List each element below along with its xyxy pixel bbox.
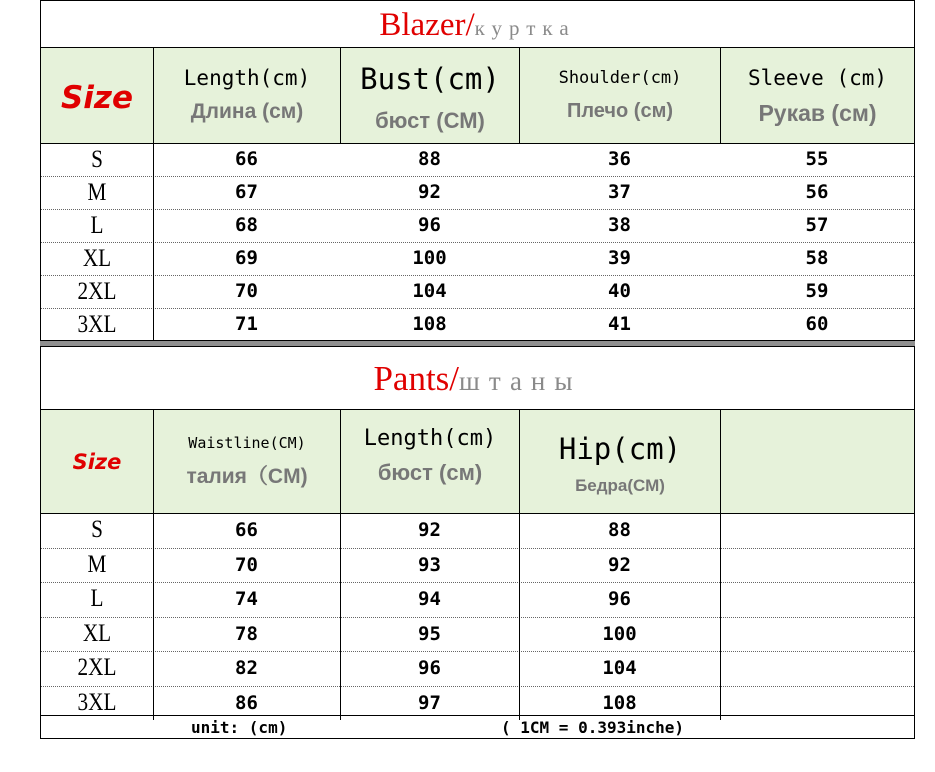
value-cell: 59 [805,280,829,302]
value-cell: 82 [235,657,258,679]
value-cell: 100 [602,622,637,645]
conversion-note: ( 1CM = 0.393inche) [501,718,685,737]
value-cell: 37 [608,181,631,203]
header-ru: талия（CM) [186,465,308,488]
value-cell [720,513,914,548]
header-ru: Длина (см) [190,100,304,123]
value-cell [720,582,914,617]
value-cell: 96 [418,657,441,679]
size-cell: S [91,516,103,543]
column-divider [153,143,154,341]
value-cell: 41 [608,313,631,335]
table-row [41,548,914,584]
size-cell: M [87,179,107,206]
value-cell: 108 [602,691,637,714]
pants-header-length [340,410,519,513]
table-row [41,275,914,309]
value-cell: 66 [235,148,258,170]
value-cell: 96 [418,214,441,236]
table-row [41,242,914,276]
value-cell: 57 [805,214,829,236]
value-cell: 104 [602,657,637,679]
table-row [41,651,914,687]
blazer-header-bust [340,48,519,143]
blazer-title [41,3,914,47]
value-cell: 71 [235,313,258,335]
value-cell: 104 [412,280,447,302]
value-cell: 108 [412,313,447,335]
value-cell: 55 [805,148,829,170]
header-en: Length(cm) [183,66,311,90]
pants-header-hip [519,410,720,513]
size-cell: XL [82,619,112,647]
column-divider [340,513,341,720]
blazer-header-sleeve [720,48,914,143]
header-en: Sleeve (cm) [747,66,888,90]
header-ru: Бедра(СМ) [575,476,665,495]
value-cell: 70 [235,280,258,302]
value-cell: 100 [412,247,447,269]
value-cell [720,651,914,686]
blazer-title-ru: куртка [474,16,576,40]
pants-title-ru: штаны [459,366,582,396]
header-ru: Рукав (см) [758,100,877,126]
blazer-title-en: Blazer/ [379,7,475,43]
value-cell: 92 [418,181,441,203]
unit-label: unit: (cm) [191,718,288,737]
value-cell: 36 [608,148,631,170]
header-ru: бюст (СМ) [375,108,485,133]
value-cell: 68 [235,214,258,236]
table-row [41,143,914,177]
value-cell: 95 [418,622,441,645]
value-cell: 70 [235,553,258,576]
table-row [41,513,914,549]
pants-size-header [41,410,153,513]
value-cell: 93 [418,553,441,576]
column-divider [153,513,154,720]
header-en: Bust(cm) [360,62,500,96]
table-row [41,176,914,210]
value-cell: 67 [235,181,258,203]
value-cell: 88 [418,148,441,170]
size-cell: 2XL [77,278,117,305]
pants-title-en: Pants/ [373,359,460,398]
value-cell [720,617,914,652]
header-ru: бюст (см) [377,460,483,485]
blazer-header-length [153,48,340,143]
value-cell: 69 [235,247,258,269]
pants-header-waist [153,410,340,513]
blazer-size-table [40,0,915,341]
value-cell [720,548,914,583]
value-cell: 94 [418,588,441,610]
size-cell: L [90,212,104,239]
pants-header-empty [720,410,914,513]
pants-header-row [41,409,914,514]
value-cell: 74 [235,588,258,610]
column-divider [720,513,721,720]
header-en: Waistline(CM) [188,434,306,452]
value-cell: 39 [608,247,631,269]
blazer-header-row [41,47,914,144]
header-ru: Плечо (см) [566,100,674,122]
value-cell: 38 [608,214,631,236]
size-cell: L [90,585,104,612]
header-en: Shoulder(cm) [558,68,682,88]
value-cell: 78 [235,622,258,645]
value-cell: 92 [608,553,631,576]
value-cell: 97 [418,691,441,714]
size-label: Size [72,450,122,474]
size-cell: 3XL [77,311,117,338]
value-cell: 96 [608,588,631,610]
unit-footer [41,715,914,738]
header-en: Length(cm) [363,426,497,451]
value-cell: 86 [235,691,258,714]
pants-size-table [40,346,915,739]
value-cell: 88 [608,519,631,541]
value-cell: 40 [608,280,631,302]
header-en: Hip(cm) [558,432,682,466]
value-cell: 92 [418,519,441,541]
size-cell: M [87,550,107,578]
table-row [41,582,914,618]
size-cell: XL [82,245,112,272]
size-label: Size [60,80,134,116]
table-row [41,209,914,243]
value-cell: 58 [805,247,829,269]
blazer-header-shoulder [519,48,720,143]
column-divider [519,513,520,720]
size-cell: 2XL [77,654,117,681]
size-cell: S [91,146,103,173]
value-cell: 56 [805,181,829,203]
blazer-size-header [41,48,153,143]
size-cell: 3XL [77,688,117,716]
value-cell: 66 [235,519,258,541]
value-cell: 60 [805,313,829,335]
pants-title [41,355,914,403]
table-row [41,308,914,341]
table-row [41,617,914,653]
